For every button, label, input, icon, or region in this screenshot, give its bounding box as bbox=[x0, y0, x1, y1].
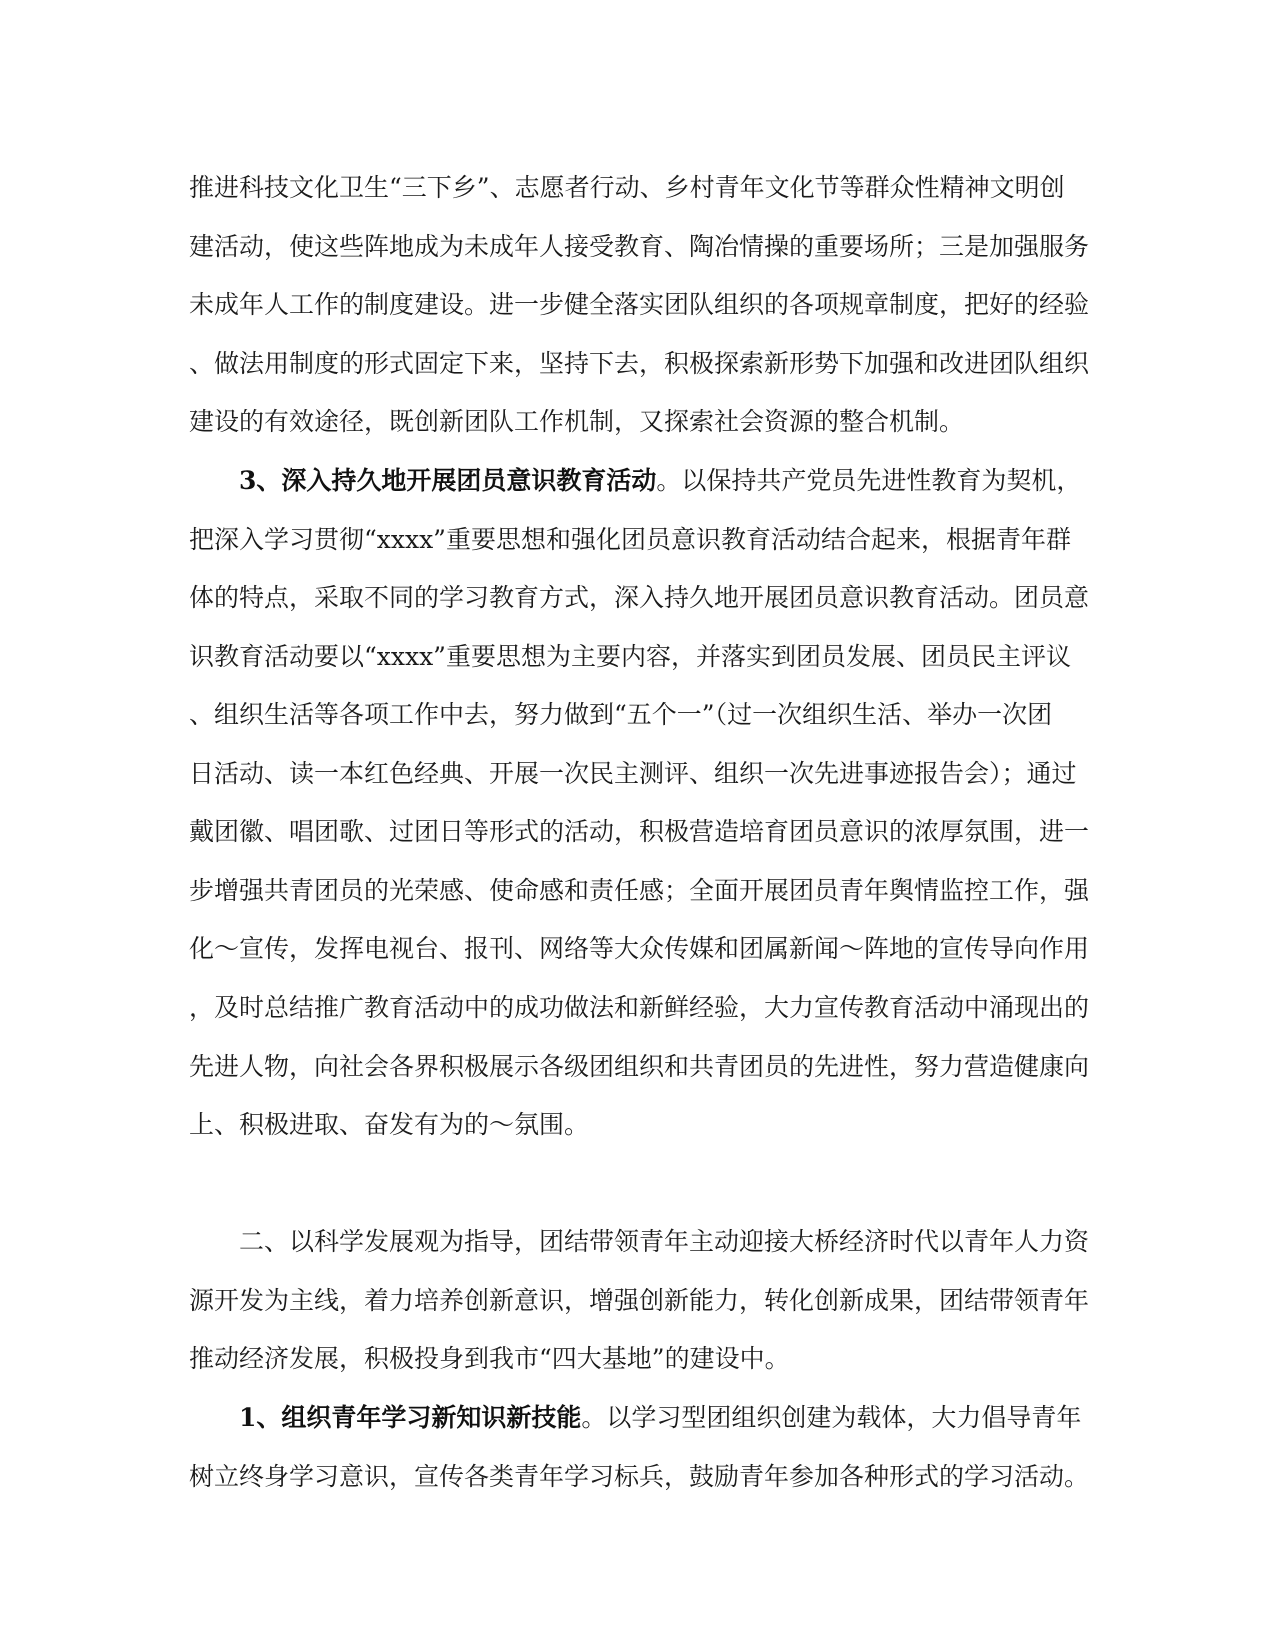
text-line: 、组织生活等各项工作中去，努力做到“五个一”（过一次组织生活、举办一次团 bbox=[189, 700, 1053, 729]
text-run: 。以保持共产党员先进性教育为契机， bbox=[656, 466, 1082, 495]
text-line: 建设的有效途径，既创新团队工作机制，又探索社会资源的整合机制。 bbox=[189, 407, 965, 436]
section-heading: 1、组织青年学习新知识新技能 bbox=[239, 1403, 582, 1432]
text-line: 建活动，使这些阵地成为未成年人接受教育、陶冶情操的重要场所；三是加强服务 bbox=[189, 232, 1090, 261]
text-line: ，及时总结推广教育活动中的成功做法和新鲜经验，大力宣传教育活动中涌现出的 bbox=[189, 993, 1090, 1022]
text-line: 化～宣传，发挥电视台、报刊、网络等大众传媒和团属新闻～阵地的宣传导向作用 bbox=[189, 934, 1090, 963]
text-line: 体的特点，采取不同的学习教育方式，深入持久地开展团员意识教育活动。团员意 bbox=[189, 583, 1090, 612]
text-line: 推动经济发展，积极投身到我市“四大基地”的建设中。 bbox=[189, 1344, 790, 1373]
text-line: 把深入学习贯彻“xxxx”重要思想和强化团员意识教育活动结合起来，根据青年群 bbox=[189, 525, 1071, 554]
text-line: 推进科技文化卫生“三下乡”、志愿者行动、乡村青年文化节等群众性精神文明创 bbox=[189, 173, 1065, 202]
text-line: 日活动、读一本红色经典、开展一次民主测评、组织一次先进事迹报告会）；通过 bbox=[189, 759, 1077, 788]
text-line: 二、以科学发展观为指导，团结带领青年主动迎接大桥经济时代以青年人力资 bbox=[239, 1227, 1090, 1256]
text-line: 源开发为主线，着力培养创新意识，增强创新能力，转化创新成果，团结带领青年 bbox=[189, 1286, 1090, 1315]
text-line: 先进人物，向社会各界积极展示各级团组织和共青团员的先进性，努力营造健康向 bbox=[189, 1052, 1090, 1081]
text-line: 识教育活动要以“xxxx”重要思想为主要内容，并落实到团员发展、团员民主评议 bbox=[189, 642, 1071, 671]
text-line: 步增强共青团员的光荣感、使命感和责任感；全面开展团员青年舆情监控工作，强 bbox=[189, 876, 1090, 905]
text-line: 树立终身学习意识，宣传各类青年学习标兵，鼓励青年参加各种形式的学习活动。 bbox=[189, 1462, 1090, 1491]
text-line bbox=[239, 1398, 1081, 1438]
text-line: 戴团徽、唱团歌、过团日等形式的活动，积极营造培育团员意识的浓厚氛围，进一 bbox=[189, 817, 1090, 846]
text-line: 上、积极进取、奋发有为的～氛围。 bbox=[189, 1110, 590, 1139]
text-line bbox=[239, 461, 1081, 501]
text-line: 、做法用制度的形式固定下来，坚持下去，积极探索新形势下加强和改进团队组织 bbox=[189, 349, 1090, 378]
text-run: 。以学习型团组织创建为载体，大力倡导青年 bbox=[581, 1403, 1082, 1432]
text-line: 未成年人工作的制度建设。进一步健全落实团队组织的各项规章制度，把好的经验 bbox=[189, 290, 1090, 319]
section-heading: 3、深入持久地开展团员意识教育活动 bbox=[239, 466, 657, 495]
